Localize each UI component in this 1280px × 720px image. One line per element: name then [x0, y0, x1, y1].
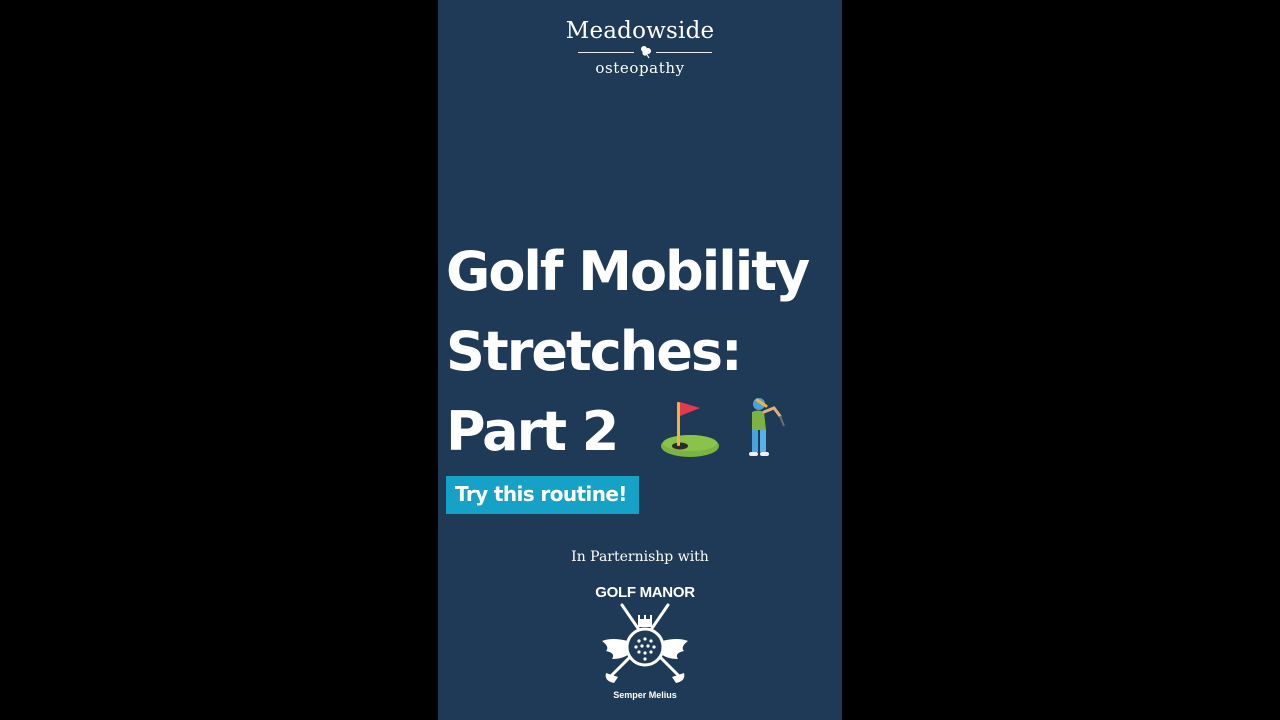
partnership-label: In Parternishp with [571, 549, 709, 565]
golfer-icon [744, 396, 786, 458]
headline-line-2: Stretches: [446, 320, 741, 383]
try-routine-button[interactable]: Try this routine! [446, 476, 639, 514]
partner-logo-name: GOLF MANOR [595, 584, 695, 601]
flag-in-hole-icon [660, 398, 720, 460]
brand-divider-left [578, 52, 634, 53]
golf-crest-icon [598, 601, 692, 689]
partner-motto: Semper Melius [613, 690, 677, 700]
brand-logo-name: Meadowside [565, 18, 715, 44]
leaf-icon [638, 45, 654, 59]
headline-line-1: Golf Mobility [446, 240, 809, 303]
brand-logo-subtitle: osteopathy [595, 59, 685, 77]
brand-divider-right [656, 52, 712, 53]
vertical-video-panel [438, 0, 842, 720]
headline-line-3: Part 2 [446, 400, 618, 463]
